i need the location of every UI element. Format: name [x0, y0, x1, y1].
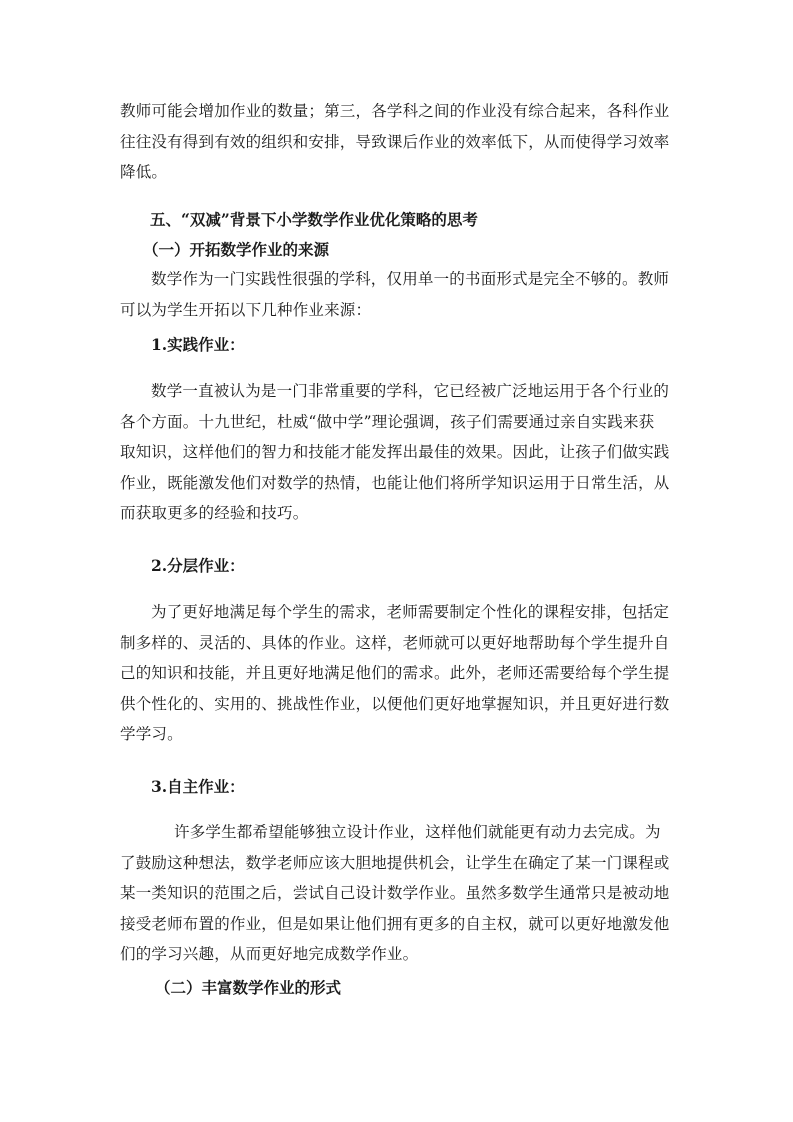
- subsection-heading-1: （一）开拓数学作业的来源: [143, 240, 330, 259]
- paragraph-line: 学学习。: [120, 725, 183, 743]
- paragraph-line: 制多样的、灵活的、具体的作业。这样，老师就可以更好地帮助每个学生提升自: [120, 633, 670, 652]
- subsection-heading-2: （二）丰富数学作业的形式: [155, 978, 342, 997]
- item-heading-1: 1.实践作业：: [151, 335, 245, 354]
- paragraph-line: 往往没有得到有效的组织和安排，导致课后作业的效率低下，从而使得学习效率: [120, 132, 670, 151]
- intro-paragraph: [120, 96, 676, 188]
- paragraph-line: 各个方面。十九世纪，杜威“做中学”理论强调，孩子们需要通过亲自实践来获: [120, 412, 655, 431]
- subsection-1-paragraph: [120, 264, 676, 325]
- paragraph-line: 教师可能会增加作业的数量；第三，各学科之间的作业没有综合起来，各科作业: [120, 102, 670, 120]
- section-heading: 五、“双减”背景下小学数学作业优化策略的思考: [150, 210, 478, 229]
- paragraph-line: 数学作为一门实践性很强的学科，仅用单一的书面形式是完全不够的。教师: [151, 270, 670, 288]
- paragraph-line: 降低。: [120, 163, 168, 181]
- paragraph-line: 作业，既能激发他们对数学的热情，也能让他们将所学知识运用于日常生活，从: [120, 473, 670, 492]
- paragraph-line: 为了更好地满足每个学生的需求，老师需要制定个性化的课程安排，包括定: [151, 603, 670, 621]
- item-heading-3: 3.自主作业：: [151, 777, 245, 796]
- paragraph-line: 己的知识和技能，并且更好地满足他们的需求。此外，老师还需要给每个学生提: [120, 664, 670, 682]
- paragraph-line: 供个性化的、实用的、挑战性作业，以便他们更好地掌握知识，并且更好进行数: [120, 694, 670, 713]
- item-heading-2: 2.分层作业：: [151, 556, 245, 575]
- item-3-paragraph: [120, 817, 676, 970]
- item-2-paragraph: [120, 597, 676, 750]
- paragraph-line: 数学一直被认为是一门非常重要的学科，它已经被广泛地运用于各个行业的: [151, 382, 670, 400]
- paragraph-line: 许多学生都希望能够独立设计作业，这样他们就能更有动力去完成。为: [174, 823, 661, 841]
- item-1-paragraph: [120, 376, 676, 529]
- paragraph-line: 某一类知识的范围之后，尝试自己设计数学作业。虽然多数学生通常只是被动地: [120, 884, 670, 902]
- paragraph-line: 们的学习兴趣，从而更好地完成数学作业。: [120, 945, 419, 963]
- paragraph-line: 接受老师布置的作业，但是如果让他们拥有更多的自主权，就可以更好地激发他: [120, 914, 670, 933]
- paragraph-line: 可以为学生开拓以下几种作业来源：: [120, 300, 372, 319]
- paragraph-line: 而获取更多的经验和技巧。: [120, 504, 309, 522]
- paragraph-line: 了鼓励这种想法，数学老师应该大胆地提供机会，让学生在确定了某一门课程或: [120, 853, 670, 872]
- paragraph-line: 取知识，这样他们的智力和技能才能发挥出最佳的效果。因此，让孩子们做实践: [120, 443, 670, 461]
